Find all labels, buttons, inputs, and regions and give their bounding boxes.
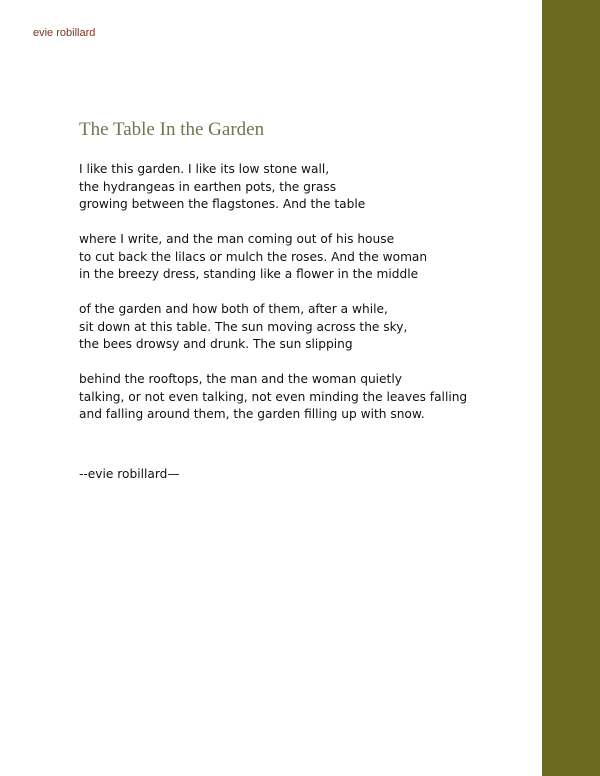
poem-line: behind the rooftops, the man and the woman quietly: [79, 372, 402, 386]
stanza-3: [79, 301, 539, 354]
stanza-1: [79, 161, 539, 214]
poem-line: of the garden and how both of them, after a while,: [79, 302, 388, 316]
header-author: evie robillard: [33, 27, 96, 39]
stanza-2: [79, 231, 539, 284]
poem-line: to cut back the lilacs or mulch the roses. And the woman: [79, 249, 428, 264]
poem-line: and falling around them, the garden filling up with snow.: [79, 407, 425, 421]
poem-line: the bees drowsy and drunk. The sun slipping: [79, 337, 353, 351]
sidebar-bar: [542, 0, 600, 776]
signature: --evie robillard—: [79, 467, 180, 481]
poem-body: [79, 161, 539, 441]
poem-line: where I write, and the man coming out of his house: [79, 232, 395, 246]
poem-line: I like this garden. I like its low stone wall,: [79, 162, 330, 176]
poem-line: sit down at this table. The sun moving across the sky,: [79, 319, 408, 334]
poem-line: talking, or not even talking, not even minding the leaves falling: [79, 389, 468, 404]
poem-line: in the breezy dress, standing like a flower in the middle: [79, 267, 419, 281]
poem-line: growing between the flagstones. And the table: [79, 197, 366, 211]
stanza-4: [79, 371, 539, 424]
poem-title: The Table In the Garden: [79, 119, 265, 140]
poem-line: the hydrangeas in earthen pots, the grass: [79, 179, 337, 194]
